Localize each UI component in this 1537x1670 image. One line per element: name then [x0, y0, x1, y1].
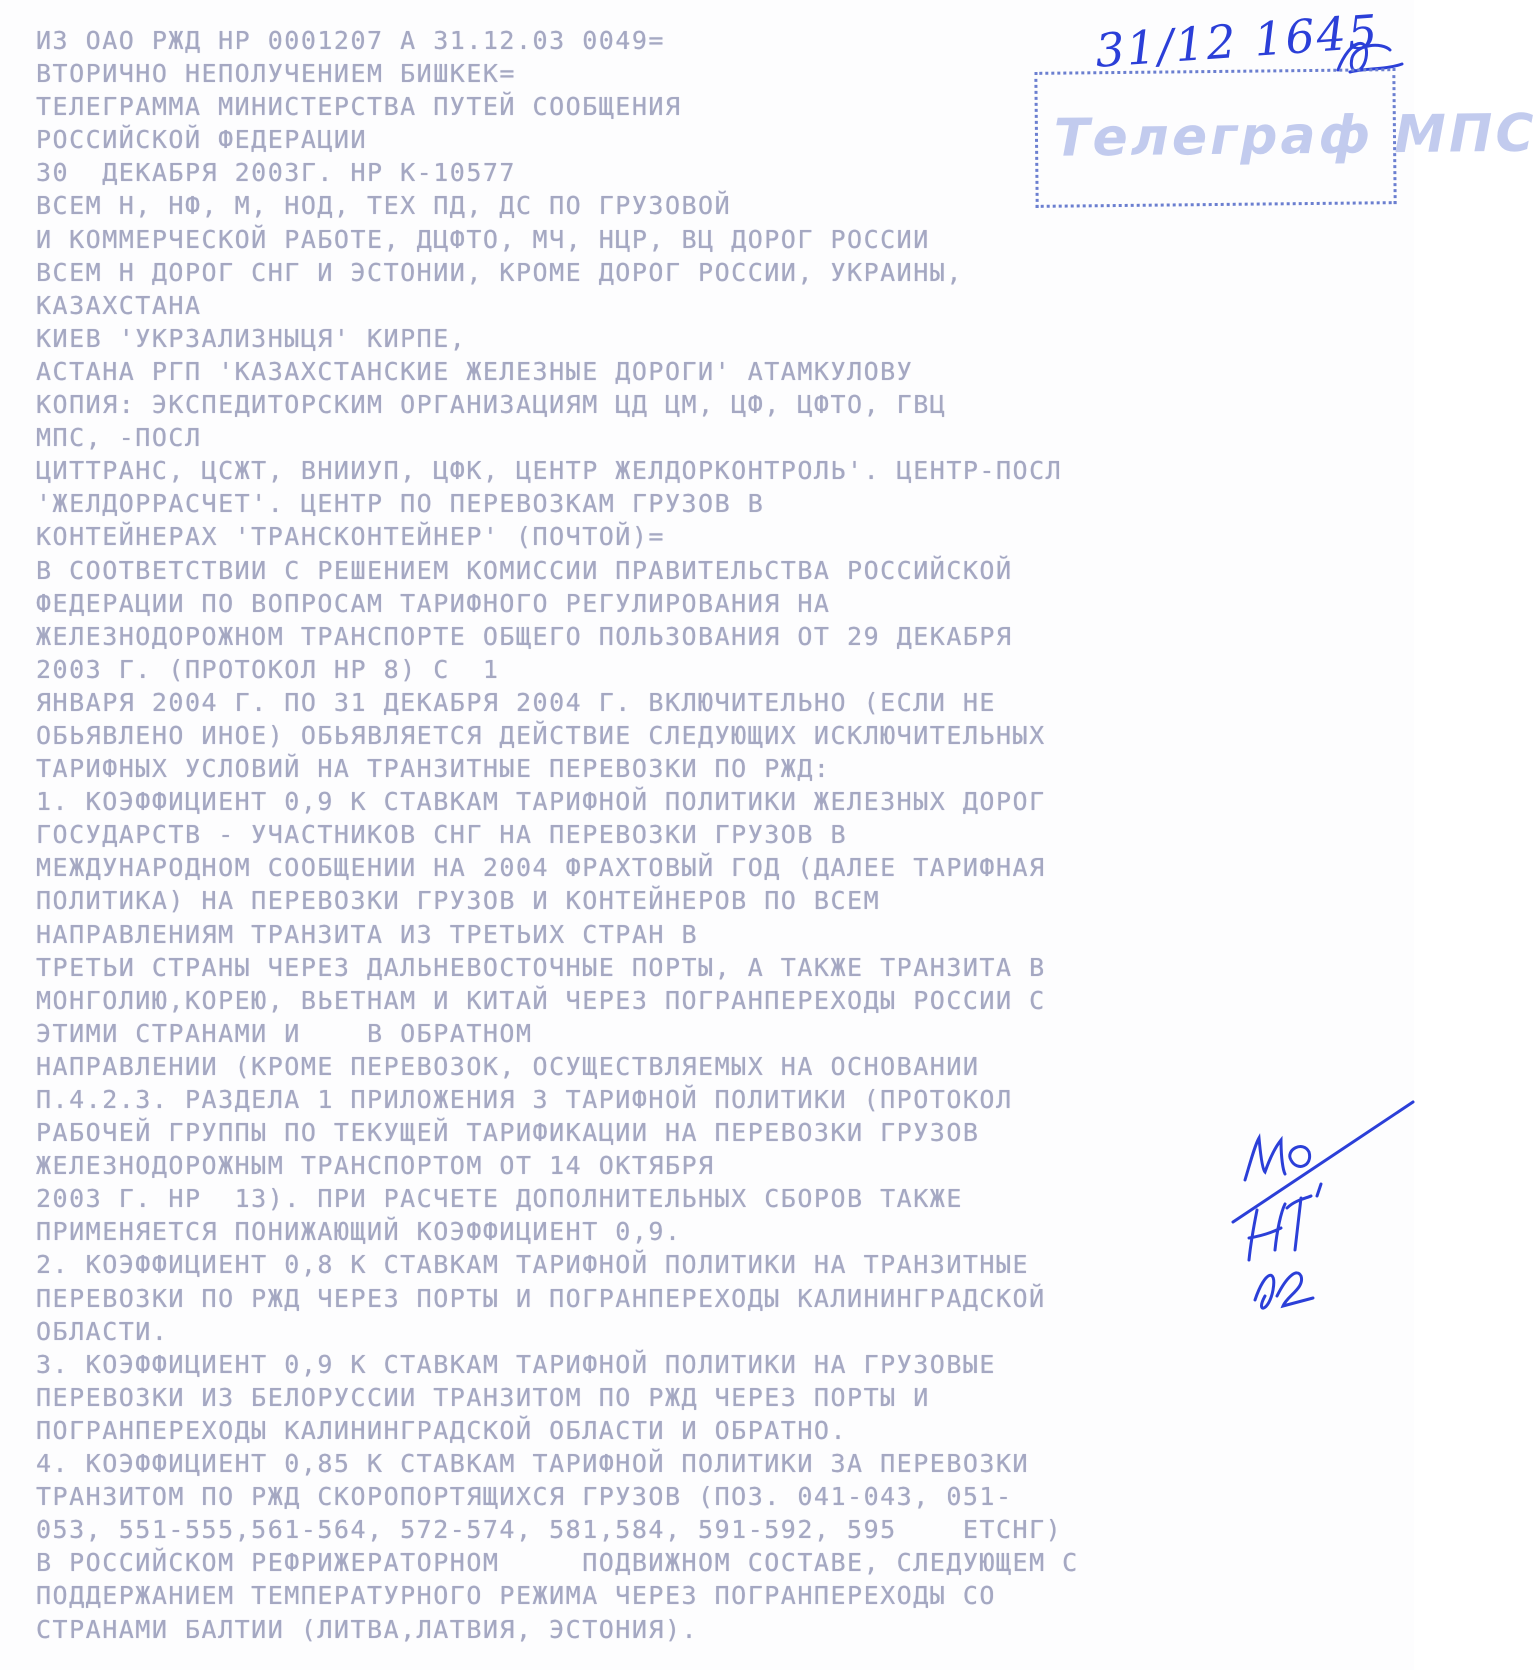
telegram-line: 4. КОЭФФИЦИЕНТ 0,85 К СТАВКАМ ТАРИФНОЙ ПОЛИТИКИ ЗА ПЕРЕВОЗКИ: [36, 1449, 1030, 1479]
telegram-line: ИЗ ОАО РЖД НР 0001207 А 31.12.03 0049=: [36, 26, 665, 55]
telegram-line: ОБЛАСТИ.: [36, 1316, 169, 1346]
telegram-line: СТРАНАМИ БАЛТИИ (ЛИТВА,ЛАТВИЯ, ЭСТОНИЯ).: [36, 1614, 699, 1644]
telegram-line: ПОГРАНПЕРЕХОДЫ КАЛИНИНГРАДСКОЙ ОБЛАСТИ И ОБРАТНО.: [36, 1415, 848, 1445]
telegram-line: П.4.2.3. РАЗДЕЛА 1 ПРИЛОЖЕНИЯ 3 ТАРИФНОЙ ПОЛИТИКИ (ПРОТОКОЛ: [36, 1085, 1013, 1114]
telegram-line: ВТОРИЧНО НЕПОЛУЧЕНИЕМ БИШКЕК=: [36, 59, 516, 89]
telegram-line: ТРАНЗИТОМ ПО РЖД СКОРОПОРТЯЩИХСЯ ГРУЗОВ (ПОЗ. 041-043, 051-: [36, 1482, 1013, 1512]
telegram-line: МЕЖДУНАРОДНОМ СООБЩЕНИИ НА 2004 ФРАХТОВЫЙ ГОД (ДАЛЕЕ ТАРИФНАЯ: [36, 853, 1046, 883]
telegram-line: АСТАНА РГП 'КАЗАХСТАНСКИЕ ЖЕЛЕЗНЫЕ ДОРОГИ' АТАМКУЛОВУ: [36, 356, 914, 386]
telegram-line: ВСЕМ Н, НФ, М, НОД, ТЕХ ПД, ДС ПО ГРУЗОВОЙ: [36, 191, 732, 221]
telegram-line: ТРЕТЬИ СТРАНЫ ЧЕРЕЗ ДАЛЬНЕВОСТОЧНЫЕ ПОРТЫ, А ТАКЖЕ ТРАНЗИТА В: [36, 952, 1046, 982]
telegram-line: КИЕВ 'УКРЗАЛИЗНЫЦЯ' КИРПЕ,: [36, 323, 467, 353]
telegram-line: ЖЕЛЕЗНОДОРОЖНОМ ТРАНСПОРТЕ ОБЩЕГО ПОЛЬЗОВАНИЯ ОТ 29 ДЕКАБРЯ: [36, 621, 1013, 651]
telegram-line: ОБЬЯВЛЕНО ИНОЕ) ОБЬЯВЛЯЕТСЯ ДЕЙСТВИЕ СЛЕДУЮЩИХ ИСКЛЮЧИТЕЛЬНЫХ: [36, 720, 1046, 750]
telegram-line: ПЕРЕВОЗКИ ПО РЖД ЧЕРЕЗ ПОРТЫ И ПОГРАНПЕРЕХОДЫ КАЛИНИНГРАДСКОЙ: [36, 1283, 1046, 1313]
telegram-line: 2. КОЭФФИЦИЕНТ 0,8 К СТАВКАМ ТАРИФНОЙ ПОЛИТИКИ НА ТРАНЗИТНЫЕ: [36, 1250, 1030, 1280]
stamp-label: Телеграф МПС: [1053, 103, 1537, 169]
telegram-line: 2003 Г. (ПРОТОКОЛ НР 8) С 1: [36, 654, 500, 684]
telegram-line: МПС, -ПОСЛ: [36, 423, 202, 453]
telegram-line: КОПИЯ: ЭКСПЕДИТОРСКИМ ОРГАНИЗАЦИЯМ ЦД ЦМ, ЦФ, ЦФТО, ГВЦ: [36, 390, 947, 420]
telegram-line: ПОЛИТИКА) НА ПЕРЕВОЗКИ ГРУЗОВ И КОНТЕЙНЕРОВ ПО ВСЕМ: [36, 886, 881, 916]
telegram-line: ЭТИМИ СТРАНАМИ И В ОБРАТНОМ: [36, 1018, 533, 1048]
telegram-line: ЖЕЛЕЗНОДОРОЖНЫМ ТРАНСПОРТОМ ОТ 14 ОКТЯБРЯ: [36, 1151, 715, 1181]
telegram-line: 3. КОЭФФИЦИЕНТ 0,9 К СТАВКАМ ТАРИФНОЙ ПОЛИТИКИ НА ГРУЗОВЫЕ: [36, 1349, 996, 1379]
telegram-body: [36, 24, 1336, 1646]
telegram-line: ПОДДЕРЖАНИЕМ ТЕМПЕРАТУРНОГО РЕЖИМА ЧЕРЕЗ ПОГРАНПЕРЕХОДЫ СО: [36, 1581, 996, 1611]
telegram-line: НАПРАВЛЕНИЯМ ТРАНЗИТА ИЗ ТРЕТЬИХ СТРАН В: [36, 919, 699, 949]
telegram-line: ПРИМЕНЯЕТСЯ ПОНИЖАЮЩИЙ КОЭФФИЦИЕНТ 0,9.: [36, 1217, 682, 1247]
telegram-line: ЯНВАРЯ 2004 Г. ПО 31 ДЕКАБРЯ 2004 Г. ВКЛЮЧИТЕЛЬНО (ЕСЛИ НЕ: [36, 687, 996, 717]
telegram-line: ГОСУДАРСТВ - УЧАСТНИКОВ СНГ НА ПЕРЕВОЗКИ ГРУЗОВ В: [36, 820, 848, 850]
telegram-line: 'ЖЕЛДОРРАСЧЕТ'. ЦЕНТР ПО ПЕРЕВОЗКАМ ГРУЗОВ В: [36, 489, 765, 519]
telegram-line: 1. КОЭФФИЦИЕНТ 0,9 К СТАВКАМ ТАРИФНОЙ ПОЛИТИКИ ЖЕЛЕЗНЫХ ДОРОГ: [36, 787, 1046, 817]
telegram-line: ТЕЛЕГРАММА МИНИСТЕРСТВА ПУТЕЙ СООБЩЕНИЯ: [36, 92, 682, 122]
telegram-line: 053, 551-555,561-564, 572-574, 581,584, 591-592, 595 ЕТСНГ): [36, 1515, 1063, 1545]
telegram-line: ЦИТТРАНС, ЦСЖТ, ВНИИУП, ЦФК, ЦЕНТР ЖЕЛДОРКОНТРОЛЬ'. ЦЕНТР-ПОСЛ: [36, 456, 1063, 486]
telegram-line: И КОММЕРЧЕСКОЙ РАБОТЕ, ДЦФТО, МЧ, НЦР, ВЦ ДОРОГ РОССИИ: [36, 224, 930, 254]
telegram-line: КОНТЕЙНЕРАХ 'ТРАНСКОНТЕЙНЕР' (ПОЧТОЙ)=: [36, 522, 665, 552]
telegram-line: ТАРИФНЫХ УСЛОВИЙ НА ТРАНЗИТНЫЕ ПЕРЕВОЗКИ ПО РЖД:: [36, 754, 831, 784]
telegram-line: В РОССИЙСКОМ РЕФРИЖЕРАТОРНОМ ПОДВИЖНОМ СОСТАВЕ, СЛЕДУЮЩЕМ С: [36, 1548, 1079, 1578]
telegram-line: 30 ДЕКАБРЯ 2003Г. НР К-10577: [36, 158, 516, 188]
telegram-line: 2003 Г. НР 13). ПРИ РАСЧЕТЕ ДОПОЛНИТЕЛЬНЫХ СБОРОВ ТАКЖЕ: [36, 1184, 963, 1214]
telegram-line: ПЕРЕВОЗКИ ИЗ БЕЛОРУССИИ ТРАНЗИТОМ ПО РЖД ЧЕРЕЗ ПОРТЫ И: [36, 1382, 930, 1412]
telegram-line: ВСЕМ Н ДОРОГ СНГ И ЭСТОНИИ, КРОМЕ ДОРОГ РОССИИ, УКРАИНЫ,: [36, 257, 963, 287]
telegram-line: КАЗАХСТАНА: [36, 290, 202, 320]
telegram-line: В СООТВЕТСТВИИ С РЕШЕНИЕМ КОМИССИИ ПРАВИТЕЛЬСТВА РОССИЙСКОЙ: [36, 555, 1013, 585]
telegram-line: НАПРАВЛЕНИИ (КРОМЕ ПЕРЕВОЗОК, ОСУЩЕСТВЛЯЕМЫХ НА ОСНОВАНИИ: [36, 1051, 980, 1081]
telegram-line: ФЕДЕРАЦИИ ПО ВОПРОСАМ ТАРИФНОГО РЕГУЛИРОВАНИЯ НА: [36, 588, 831, 618]
handwritten-signature: [1225, 1100, 1415, 1340]
telegram-line: РАБОЧЕЙ ГРУППЫ ПО ТЕКУЩЕЙ ТАРИФИКАЦИИ НА ПЕРЕВОЗКИ ГРУЗОВ: [36, 1118, 980, 1148]
telegram-line: РОССИЙСКОЙ ФЕДЕРАЦИИ: [36, 125, 368, 155]
telegram-line: МОНГОЛИЮ,КОРЕЮ, ВЬЕТНАМ И КИТАЙ ЧЕРЕЗ ПОГРАНПЕРЕХОДЫ РОССИИ С: [36, 985, 1046, 1015]
handwritten-date: 31/12 1645: [1093, 4, 1381, 78]
